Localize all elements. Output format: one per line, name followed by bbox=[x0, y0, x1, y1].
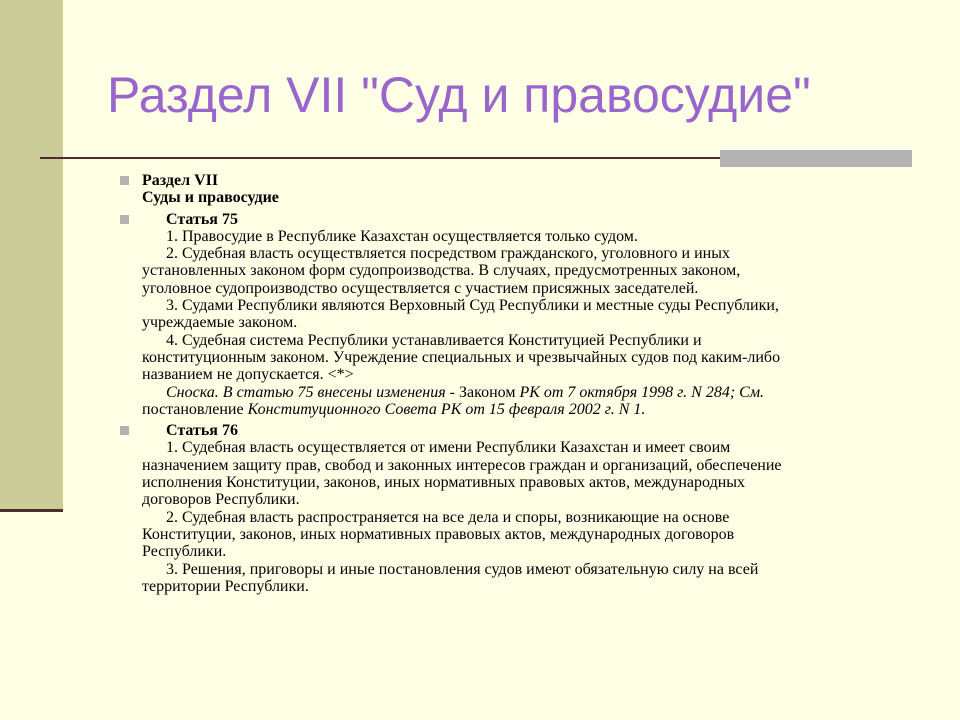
section-subheading: Суды и правосудие bbox=[142, 189, 279, 207]
article-75-p2-line2: установленных законом форм судопроизводства. В случаях, предусмотренных законом, bbox=[142, 262, 741, 280]
article-76-p1-line2: назначением защиту прав, свобод и законных интересов граждан и организаций, обеспечение bbox=[142, 456, 782, 474]
article-75-p3-line2: учреждаемые законом. bbox=[142, 314, 298, 332]
slide-content bbox=[120, 172, 910, 599]
article-76-p3-line1: 3. Решения, приговоры и иные постановления судов имеют обязательную силу на всей bbox=[166, 560, 759, 578]
note-label: Сноска. В статью 75 внесены изменения bbox=[166, 383, 446, 401]
note-council: Конституционного Совета РК от 15 февраля 2002 г. N 1. bbox=[247, 400, 646, 418]
article-75-p4-line2: конституционным законом. Учреждение специальных и чрезвычайных судов под каким-либо bbox=[142, 348, 781, 366]
article-75-note-line2 bbox=[142, 401, 910, 418]
bullet-square-icon bbox=[120, 426, 129, 435]
section-heading: Раздел VII bbox=[142, 172, 219, 189]
article-75-p4-line1: 4. Судебная система Республики устанавливается Конституцией Республики и bbox=[166, 331, 702, 349]
slide-title: Раздел VII "Суд и правосудие" bbox=[107, 67, 811, 123]
article-75-p2-line3: уголовное судопроизводство осуществляется с участием присяжных заседателей. bbox=[142, 279, 699, 297]
article-76-title: Статья 76 bbox=[166, 422, 238, 440]
note-law: РК от 7 октября 1998 г. N 284; См. bbox=[519, 383, 765, 401]
title-rule-accent bbox=[720, 150, 912, 167]
article-76-p2-line2: Конституции, законов, иных нормативных правовых актов, международных договоров bbox=[142, 525, 735, 543]
article-76-p1-line4: договоров Республики. bbox=[142, 491, 300, 509]
article-75-p1: 1. Правосудие в Республике Казахстан осуществляется только судом. bbox=[166, 227, 638, 245]
article-75-title: Статья 75 bbox=[166, 210, 238, 228]
bullet-article-75 bbox=[120, 211, 910, 419]
bullet-section bbox=[120, 172, 910, 207]
article-76-p1-line3: исполнения Конституции, законов, иных нормативных правовых актов, международных bbox=[142, 474, 746, 492]
article-75-p4-line3: названием не допускается. <*> bbox=[142, 366, 354, 384]
bullet-article-76 bbox=[120, 422, 910, 595]
article-75-p2-line1: 2. Судебная власть осуществляется посредством гражданского, уголовного и иных bbox=[166, 245, 730, 263]
bullet-square-icon bbox=[120, 215, 129, 224]
article-75-note-line1 bbox=[142, 384, 910, 401]
article-76-p1-line1: 1. Судебная власть осуществляется от имени Республики Казахстан и имеет своим bbox=[166, 439, 731, 457]
article-76-p3-line2: территории Республики. bbox=[142, 577, 309, 595]
article-76-p2-line1: 2. Судебная власть распространяется на все дела и споры, возникающие на основе bbox=[166, 508, 730, 526]
article-76-p2-line3: Республики. bbox=[142, 543, 227, 561]
bullet-square-icon bbox=[120, 176, 129, 185]
note-decree: постановление bbox=[142, 400, 248, 418]
sidebar-decoration bbox=[0, 0, 63, 512]
sidebar-underline bbox=[0, 509, 63, 512]
article-75-p3-line1: 3. Судами Республики являются Верховный Суд Республики и местные суды Республики, bbox=[166, 297, 779, 315]
note-mid: - Законом bbox=[445, 383, 520, 401]
